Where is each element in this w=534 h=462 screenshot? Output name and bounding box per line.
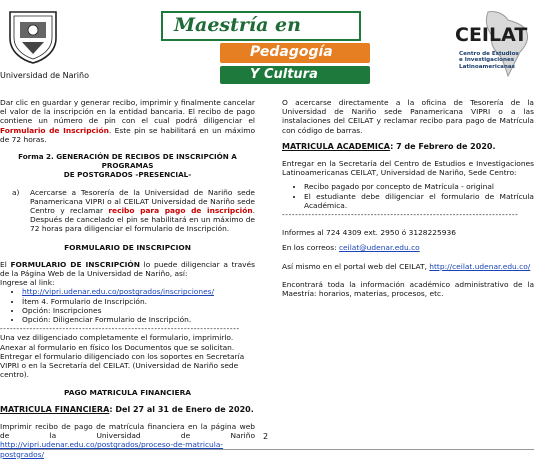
inscripciones-link[interactable]: http://vipri.udenar.edu.co/postgrados/inscripciones/ xyxy=(22,287,215,297)
proceso-matricula-link[interactable]: http://vipri.udenar.edu.co/postgrados/proceso-de-matricula-postgrados/ xyxy=(0,440,224,459)
ceilat-portal-link[interactable]: http://ceilat.udenar.edu.co/ xyxy=(429,261,531,271)
right-column xyxy=(282,98,534,298)
banner-cultura: Y Cultura xyxy=(250,67,318,82)
form-paragraph-bold: FORMULARIO DE INSCRIPCIÓN xyxy=(10,259,140,269)
pay-instructions-text: Dar clic en guardar y generar recibo, imprimir y finalmente cancelar el valor de la inscripción en la entidad bancaria. El recibo de pago contiene un número de pin con el cual podrá diligenciar el xyxy=(0,98,255,126)
matricula-financiera-date: : Del 27 al 31 de Enero de 2020. xyxy=(109,404,254,414)
form-paragraph xyxy=(0,260,255,278)
ceilat-email-link[interactable]: ceilat@udenar.edu.co xyxy=(338,243,420,253)
option-a-text xyxy=(30,188,255,234)
ceilat-logo-text: CEILAT xyxy=(455,24,528,46)
option-a-item xyxy=(0,188,255,234)
page-number: 2 xyxy=(263,432,269,441)
form-paragraph-end: lo puede diligenciar a través de la Página Web de la Universidad de Nariño, así: xyxy=(0,259,255,279)
footer-divider xyxy=(0,449,534,450)
pay-instructions-text-end: . Este pin se habilitará en un máximo de 72 horas. xyxy=(0,125,255,144)
forma2-heading xyxy=(0,152,255,180)
forma2-heading-line1: Forma 2. GENERACIÓN DE RECIBOS DE INSCRIPCIÓN A PROGRAMAS xyxy=(18,152,237,171)
ingrese-label: Ingrese al link: xyxy=(0,278,55,288)
university-seal-logo xyxy=(6,8,60,64)
after-line-3: Entregar el formulario diligenciado con los soportes en Secretaría VIPRI o en la Secretaría del CEILAT. (Universidad de Nariño sede centro). xyxy=(0,351,245,380)
entregar-list xyxy=(282,182,534,210)
university-name: Universidad de Nariño xyxy=(0,71,89,80)
portal-line xyxy=(282,262,534,271)
matricula-academica-line xyxy=(282,142,534,151)
option-a-text-end: . Después de cancelado el pin se habilitará en un máximo de 72 horas para diligenciar el formulario de Inscripción. xyxy=(30,206,255,234)
after-line-1: Una vez diligenciado completamente el formulario, imprimirlo. xyxy=(0,333,234,343)
form-steps-list xyxy=(0,287,255,324)
ceilat-sub-line2: e Investigaciones xyxy=(459,57,515,64)
tesoreria-paragraph: O acercarse directamente a la oficina de Tesorería de la Universidad de Nariño sede Panamericana VIPRI o a las instalaciones del CEILAT y reclamar recibo para pago de Matrícula con código de barras. xyxy=(282,98,534,135)
pago-heading: PAGO MATRICULA FINANCIERA xyxy=(63,388,192,398)
dashed-divider: ------------------------------------------------------------------------ xyxy=(282,210,519,220)
list-item: • Opción: Inscripciones xyxy=(22,306,255,315)
form-paragraph-start: El xyxy=(0,259,11,269)
ceilat-subtitle xyxy=(459,51,519,70)
recibo-inscripcion-highlight: recibo para pago de inscripción xyxy=(108,206,253,216)
correos-label: En los correos: xyxy=(282,243,339,253)
option-a-text-start: Acercarse a Tesorería de la Universidad de Nariño sede Panamericana VIPRI o al CEILAT Universidad de Nariño sede Centro y reclamar xyxy=(30,187,255,216)
forma2-heading-line2: DE POSTGRADOS -PRESENCIAL- xyxy=(63,170,192,180)
matricula-financiera-line xyxy=(0,405,255,414)
list-item: • Ítem 4. Formulario de Inscripción. xyxy=(22,297,255,306)
matricula-financiera-label: MATRICULA FINANCIERA xyxy=(0,404,110,414)
pay-instructions-paragraph xyxy=(0,98,255,144)
list-item xyxy=(22,287,255,296)
list-item: • El estudiante debe diligenciar el formulario de Matrícula Académica. xyxy=(304,192,534,210)
entregar-paragraph: Entregar en la Secretaría del Centro de Estudios e Investigaciones Latinoamericanas CEILAT, Universidad de Nariño, Sede Centro: xyxy=(282,159,534,178)
form-heading: FORMULARIO DE INSCRIPCION xyxy=(64,242,191,252)
dashed-divider: ------------------------------------------------------------------------- xyxy=(0,324,240,334)
banner-title: Maestría en xyxy=(174,14,301,36)
portal-label: Así mismo en el portal web del CEILAT, xyxy=(282,261,430,271)
list-item: • Recibo pagado por concepto de Matrícula - original xyxy=(304,182,534,191)
banner-pedagogia: Pedagogía xyxy=(250,44,333,60)
matricula-financiera-text: Imprimir recibo de pago de matrícula financiera en la página web de la Universidad de Nariño xyxy=(0,421,255,441)
matricula-academica-label: MATRICULA ACADEMICA xyxy=(282,141,391,151)
after-line-2: Anexar al formulario en físico los Documentos que se solicitan. xyxy=(0,342,235,352)
correos-line xyxy=(282,243,534,252)
encontrara-paragraph: Encontrará toda la información académico administrativo de la Maestría: horarios, materias, procesos, etc. xyxy=(282,279,534,299)
left-column xyxy=(0,98,255,459)
ceilat-sub-line3: Latinoamericanas xyxy=(459,63,516,70)
page-header xyxy=(0,0,534,92)
formulario-inscripcion-highlight: Formulario de Inscripción xyxy=(0,125,109,135)
option-a-label: a) xyxy=(12,187,20,197)
matricula-academica-date: : 7 de Febrero de 2020. xyxy=(390,141,496,151)
matricula-financiera-paragraph xyxy=(0,422,255,459)
informes-line: Informes al 724 4309 ext. 2950 ó 3128225936 xyxy=(282,228,456,238)
ceilat-sub-line1: Centro de Estudios xyxy=(459,51,519,57)
list-item: • Opción: Diligenciar Formulario de Inscripción. xyxy=(22,315,255,324)
program-banner xyxy=(160,8,375,84)
